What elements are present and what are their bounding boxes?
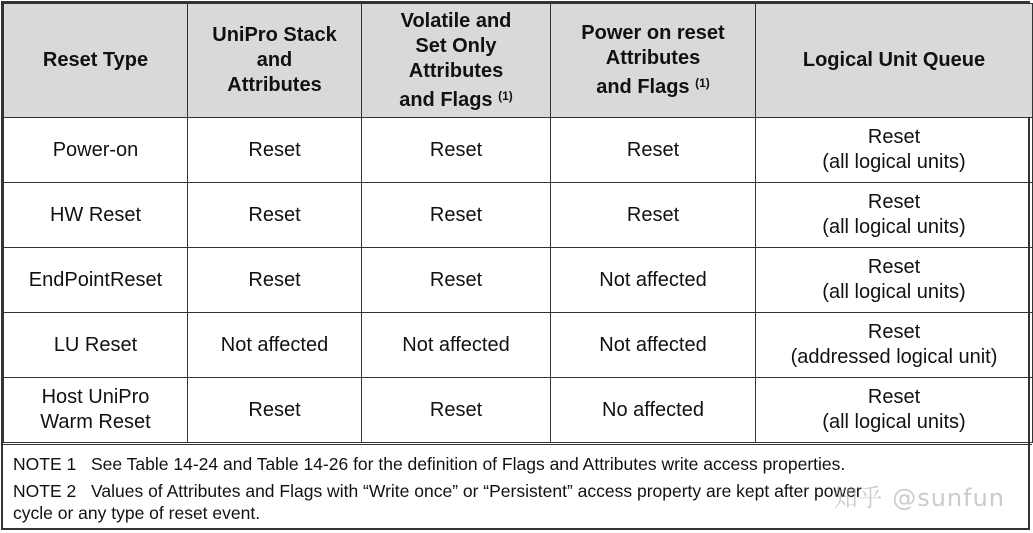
note-1 [13, 453, 1022, 475]
header-text: and [256, 49, 293, 71]
cell-text: (all logical units) [822, 151, 966, 173]
cell-volatile: Reset [362, 248, 551, 313]
cell-reset-type [4, 183, 188, 248]
cell-text: (all logical units) [822, 281, 966, 303]
cell-power-on: Reset [551, 183, 756, 248]
cell-reset-type [4, 118, 188, 183]
table-row [4, 313, 1033, 378]
cell-unipro: Reset [188, 118, 362, 183]
cell-power-on: Not affected [551, 313, 756, 378]
cell-text: LU Reset [53, 333, 138, 356]
cell-text: (all logical units) [822, 411, 966, 433]
note-text: Values of Attributes and Flags with “Write once” or “Persistent” access property are kept after power [91, 481, 862, 501]
cell-text: Reset [867, 191, 921, 213]
header-unipro-stack [188, 4, 362, 118]
cell-lu-queue [756, 313, 1033, 378]
note-label: NOTE 1 [13, 454, 77, 474]
cell-power-on: Reset [551, 118, 756, 183]
cell-text: Warm Reset [40, 411, 151, 433]
cell-text: Power-on [52, 138, 139, 161]
footnote-marker: (1) [695, 76, 710, 90]
cell-unipro: Not affected [188, 313, 362, 378]
header-text: Reset Type [42, 49, 149, 71]
table-row [4, 378, 1033, 443]
header-text: Set Only [415, 34, 497, 57]
header-power-on-reset [551, 4, 756, 118]
header-text: and Flags [596, 76, 690, 98]
reset-effects-table [3, 3, 1033, 443]
note-label: NOTE 2 [13, 481, 77, 501]
table-row [4, 183, 1033, 248]
cell-text: HW Reset [49, 203, 142, 226]
header-text: Attributes [605, 47, 701, 69]
cell-volatile: Reset [362, 118, 551, 183]
header-text: UniPro Stack [212, 24, 337, 46]
cell-text: Reset [867, 386, 921, 408]
cell-volatile: Not affected [362, 313, 551, 378]
cell-text: (addressed logical unit) [790, 346, 998, 368]
cell-power-on: No affected [551, 378, 756, 443]
header-reset-type [4, 4, 188, 118]
header-text: Attributes [227, 74, 322, 96]
table-row [4, 248, 1033, 313]
cell-text: (all logical units) [822, 216, 966, 238]
table-row [4, 118, 1033, 183]
header-volatile [362, 4, 551, 118]
cell-unipro: Reset [188, 248, 362, 313]
cell-text: Reset [867, 321, 921, 343]
cell-lu-queue [756, 118, 1033, 183]
header-logical-unit-queue [756, 4, 1033, 118]
header-text: Power on reset [581, 22, 725, 44]
cell-volatile: Reset [362, 378, 551, 443]
cell-lu-queue [756, 183, 1033, 248]
header-text: Volatile and [400, 9, 512, 32]
header-row [4, 4, 1033, 118]
header-text: and Flags [399, 88, 493, 111]
cell-reset-type [4, 313, 188, 378]
header-text: Logical Unit Queue [802, 49, 986, 71]
header-text-with-footnote [362, 84, 550, 113]
cell-unipro: Reset [188, 378, 362, 443]
note-continuation: cycle or any type of reset event. [13, 503, 261, 523]
header-text: Attributes [408, 59, 504, 82]
cell-power-on: Not affected [551, 248, 756, 313]
cell-reset-type [4, 378, 188, 443]
cell-text: Host UniPro [41, 386, 150, 408]
cell-lu-queue [756, 248, 1033, 313]
reset-effects-table-frame [1, 1, 1030, 530]
cell-volatile: Reset [362, 183, 551, 248]
cell-lu-queue [756, 378, 1033, 443]
cell-reset-type [4, 248, 188, 313]
note-text: See Table 14-24 and Table 14-26 for the definition of Flags and Attributes write access properties. [91, 454, 846, 474]
cell-unipro: Reset [188, 183, 362, 248]
cell-text: EndPointReset [28, 268, 163, 291]
cell-text: Reset [867, 256, 921, 278]
header-text-with-footnote [551, 71, 755, 100]
footnote-marker: (1) [498, 88, 513, 103]
watermark-logo: 知乎 @sunfun [833, 484, 1005, 512]
cell-text: Reset [867, 126, 921, 148]
